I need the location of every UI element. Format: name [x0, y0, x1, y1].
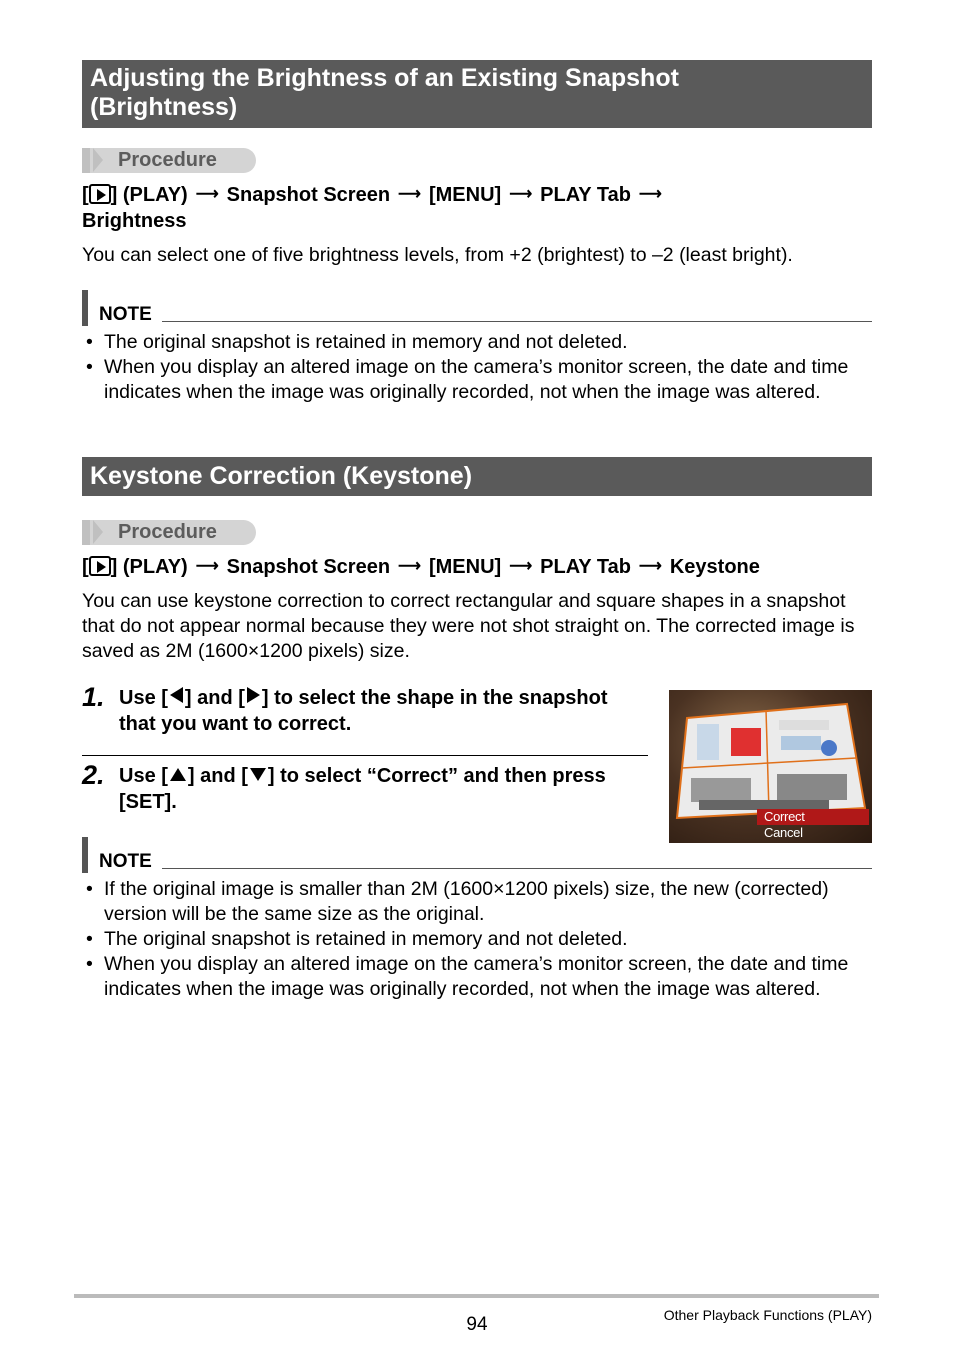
list-item: • If the original image is smaller than 2M (1600×1200 pixels) size, the new (corrected) version will be the same size as the original. [84, 877, 874, 927]
camera-screen-image [669, 690, 872, 843]
procedure-path: [ ] (PLAY) ⟶ Snapshot Screen ⟶ [MENU] ⟶ PLAY Tab ⟶ [82, 184, 662, 206]
heading-line-1: Adjusting the Brightness of an Existing Snapshot [90, 64, 679, 92]
section-heading-keystone: Keystone Correction (Keystone) [82, 457, 872, 496]
procedure-path-final: Brightness [82, 210, 187, 232]
arrow-icon: ⟶ [398, 558, 421, 575]
down-arrow-icon [250, 768, 266, 781]
arrow-icon: ⟶ [509, 186, 533, 203]
list-item: • The original snapshot is retained in memory and not deleted. [84, 330, 874, 355]
section-heading-brightness [82, 60, 872, 128]
up-arrow-icon [170, 768, 186, 781]
note-list-2 [84, 877, 874, 1002]
step-1-text: Use [ ] and [ ] to select the shape in the snapshot that you want to correct. [119, 687, 608, 735]
page-number: 94 [466, 1314, 488, 1335]
procedure-label: Procedure [82, 520, 256, 545]
step-divider [82, 755, 648, 756]
keystone-description: You can use keystone correction to correct rectangular and square shapes in a snapshot that do not appear normal because they were not shot straight on. The corrected image is saved as 2M (1600×1200 pixels) size. [82, 590, 855, 662]
note-rule [162, 321, 872, 322]
note-rule [162, 868, 872, 869]
procedure-label: Procedure [82, 148, 256, 173]
menu-item-cancel: Cancel [764, 825, 803, 840]
arrow-icon: ⟶ [195, 186, 219, 203]
arrow-icon: ⟶ [638, 186, 662, 203]
arrow-icon: ⟶ [398, 186, 421, 203]
note-list-1 [84, 330, 874, 405]
play-icon [89, 184, 111, 204]
note-marker [82, 290, 88, 326]
arrow-icon: ⟶ [638, 558, 662, 575]
list-item: • The original snapshot is retained in memory and not deleted. [84, 927, 874, 952]
menu-item-correct: Correct [757, 809, 869, 825]
list-item: • When you display an altered image on the camera’s monitor screen, the date and time indicates when the image was originally recorded, not when the image was altered. [84, 355, 874, 405]
step-number-2: 2. [82, 760, 105, 790]
step-number-1: 1. [82, 682, 105, 712]
screen-menu [757, 809, 869, 841]
arrow-icon: ⟶ [195, 558, 219, 575]
right-arrow-icon [247, 687, 260, 703]
note-label: NOTE [99, 304, 152, 325]
list-item: • When you display an altered image on the camera’s monitor screen, the date and time indicates when the image was originally recorded, not when the image was altered. [84, 952, 874, 1002]
play-icon [89, 556, 111, 576]
footer-rule [74, 1294, 879, 1298]
step-2-text: Use [ ] and [ ] to select “Correct” and then press [SET]. [119, 765, 606, 813]
brightness-description: You can select one of five brightness levels, from +2 (brightest) to –2 (least bright). [82, 244, 793, 266]
heading-line-2: (Brightness) [90, 93, 238, 121]
left-arrow-icon [170, 687, 183, 703]
arrow-icon: ⟶ [509, 558, 533, 575]
footer-chapter-title: Other Playback Functions (PLAY) [663, 1307, 872, 1323]
note-marker [82, 837, 88, 873]
procedure-path: [ ] (PLAY) ⟶ Snapshot Screen ⟶ [MENU] ⟶ PLAY Tab ⟶ Keystone [82, 556, 760, 578]
note-label: NOTE [99, 851, 152, 872]
